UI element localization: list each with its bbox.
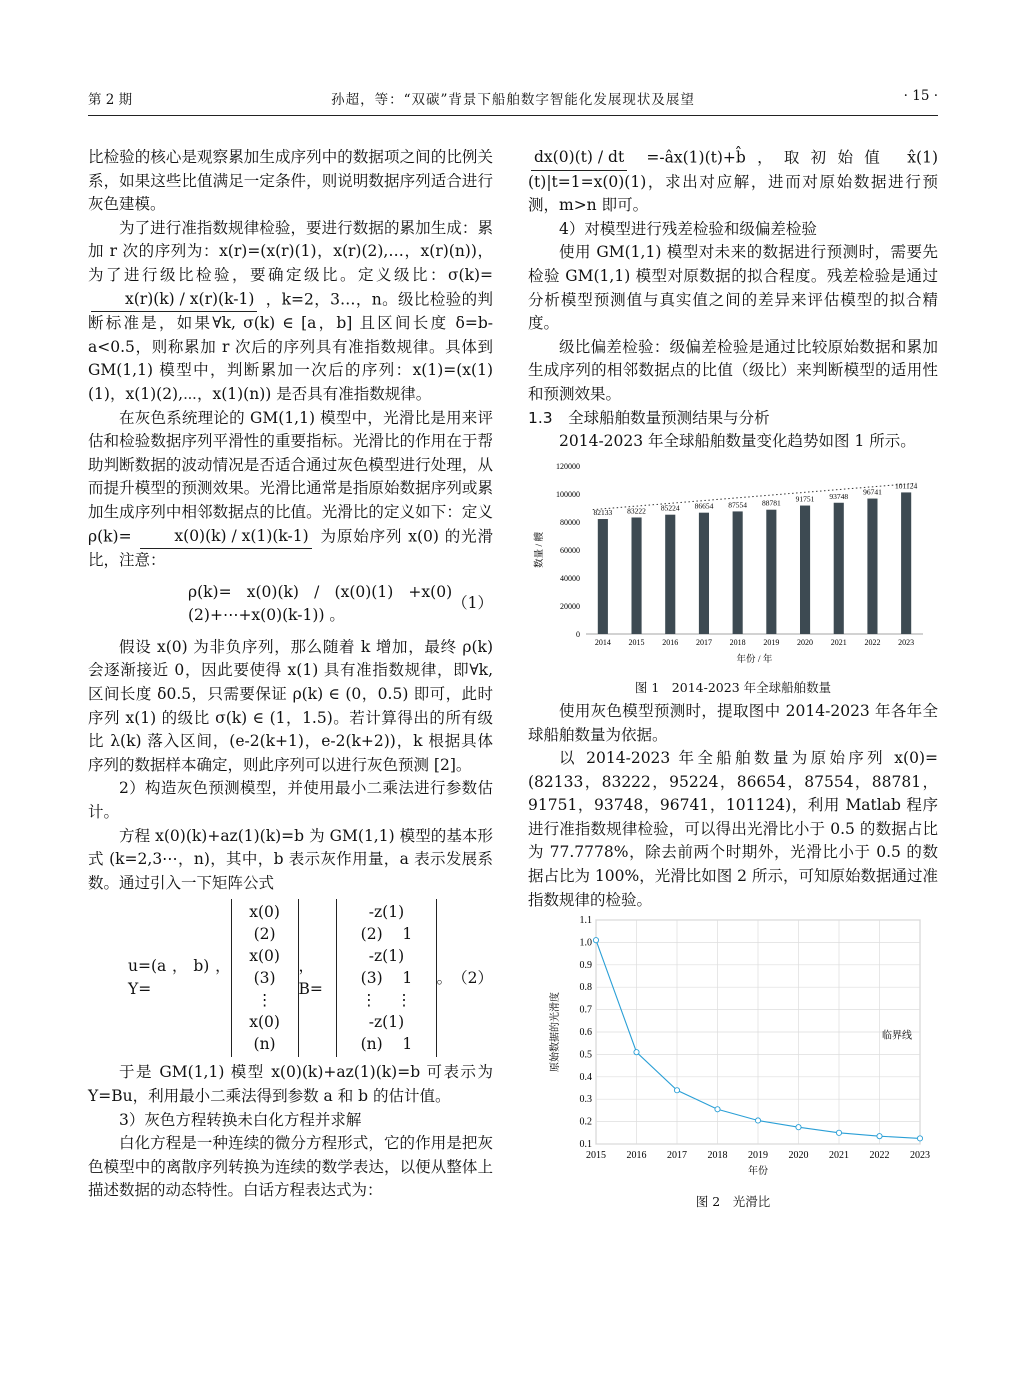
x-tick-label: 2016 <box>626 1150 647 1162</box>
y-tick-label: 0.4 <box>579 1072 592 1084</box>
x-tick-label: 2020 <box>788 1150 809 1162</box>
x-tick-label: 2021 <box>829 1150 849 1162</box>
data-point <box>917 1136 922 1141</box>
data-label: 96741 <box>863 487 882 497</box>
x-tick-label: 2019 <box>763 637 780 647</box>
x-tick-label: 2023 <box>910 1150 930 1162</box>
fraction: dx(0)(t) / dt <box>531 146 627 171</box>
issue-number: 第 2 期 <box>88 92 133 108</box>
y-tick-label: 0.5 <box>579 1049 592 1061</box>
y-tick-label: 0.1 <box>579 1139 592 1151</box>
data-point <box>755 1118 760 1123</box>
matrix-y: x(0)(2) x(0)(3) ⋮ x(0)(n) <box>231 899 299 1057</box>
line-chart <box>528 912 938 1182</box>
data-point <box>836 1130 841 1135</box>
data-label: 87554 <box>728 500 748 510</box>
bar <box>631 517 641 634</box>
x-tick-label: 2017 <box>695 637 712 647</box>
y-axis-label: 数量 / 艘 <box>535 531 545 568</box>
paragraph: 2014-2023 年全球船舶数量变化趋势如图 1 所示。 <box>559 432 916 451</box>
x-tick-label: 2022 <box>864 637 881 647</box>
paragraph: 3）灰色方程转换未白化方程并求解 <box>119 1110 362 1129</box>
matrix-b: -z(1)(2) 1 -z(1)(3) 1 ⋮ ⋮ -z(1)(n) 1 <box>336 899 436 1057</box>
x-tick-label: 2018 <box>729 637 746 647</box>
paragraph: 假设 x(0) 为非负序列，那么随着 k 增加，最终 ρ(k) 会逐渐接近 0，因此要使得 x(1) 具有准指数规律，即∀k, 区间长度 δ0.5，只需要保证 ρ(k) ∈ (0，0.5) 即可，此时序列 x(1) 的级比 σ(k) ∈ (1，1.5)。若计算得出的所有级比 λ(k) 落入区间，(e-2(k+1)，e-2(k+2))，k 根据具体序列的数据样本确定，则此序列可以进行灰色预测 [2]。 <box>88 637 493 774</box>
y-tick-label: 60000 <box>560 545 580 555</box>
figure-2-caption: 图 2 光滑比 <box>695 1193 771 1209</box>
data-label: 83222 <box>627 506 646 516</box>
header-rule <box>88 115 938 116</box>
equation-2: u=(a，b)，Y= x(0)(2) x(0)(3) ⋮ x(0)(n) ，B= -z(1)(2) 1 -z(1)(3) 1 ⋮ ⋮ -z(1)(n) 1 。 （2） <box>128 899 493 1057</box>
paragraph: 方程 x(0)(k)+az(1)(k)=b 为 GM(1,1) 模型的基本形式 (k=2,3⋯，n)，其中，b 表示灰作用量，a 表示发展系数。通过引入一下矩阵公式 <box>88 826 493 892</box>
bar <box>834 502 844 633</box>
x-tick-label: 2015 <box>628 637 645 647</box>
right-column <box>528 146 938 1213</box>
data-label: 88781 <box>761 498 781 508</box>
page-number: · 15 · <box>903 88 938 104</box>
x-axis-label: 年份 <box>748 1166 768 1178</box>
paragraph: 白化方程是一种连续的微分方程形式，它的作用是把灰色模型中的离散序列转换为连续的数学表达，以便从整体上描述数据的动态特性。白话方程表达式为： <box>88 1134 493 1200</box>
paragraph: 比检验的核心是观察累加生成序列中的数据项之间的比例关系，如果这些比值满足一定条件，则说明数据序列适合进行灰色建模。 <box>88 148 493 214</box>
bar <box>699 512 709 633</box>
y-tick-label: 0.7 <box>579 1004 592 1016</box>
fraction: x(0)(k) / x(1)(k-1) <box>140 525 311 550</box>
data-label: 85224 <box>660 503 680 513</box>
data-point <box>674 1088 679 1093</box>
x-tick-label: 2019 <box>748 1150 768 1162</box>
y-tick-label: 20000 <box>560 601 580 611</box>
left-column <box>88 146 493 1203</box>
y-tick-label: 0.8 <box>579 982 592 994</box>
data-label: 82133 <box>593 507 613 517</box>
y-tick-label: 0.3 <box>579 1094 592 1106</box>
running-header <box>88 88 938 110</box>
data-label: 86654 <box>694 501 714 511</box>
data-point <box>877 1134 882 1139</box>
paragraph: 使用灰色模型预测时，提取图中 2014-2023 年各年全球船舶数量为依据。 <box>528 701 938 744</box>
y-tick-label: 120000 <box>556 461 580 471</box>
x-tick-label: 2018 <box>707 1150 728 1162</box>
paragraph: 4）对模型进行残差检验和级偏差检验 <box>559 219 817 238</box>
x-axis-label: 年份 / 年 <box>736 654 773 665</box>
x-tick-label: 2014 <box>594 637 611 647</box>
bar-chart <box>528 454 938 669</box>
equation-1: ρ(k)= x(0)(k) / (x(0)(1) +x(0)(2)+⋯+x(0)(k-1)) 。 （1） <box>188 582 493 625</box>
bar <box>733 511 743 634</box>
bar <box>800 505 810 633</box>
bar <box>901 492 911 634</box>
paragraph: 为了进行准指数规律检验，要进行数据的累加生成：累加 r 次的序列为：x(r)=(x(r)(1)，x(r)(2),…，x(r)(n))，为了进行级比检验，要确定级比。定义级比：σ(k)= x(r)(k) / x(r)(k-1) ，k=2，3…，n。级比检验的判断标准是，如果∀k, σ(k) ∈ [a，b] 且区间长度 δ=b-a<0.5，则称累加 r 次后的序列具有准指数规律。具体到 GM(1,1) 模型中，判断累加一次后的序列：x(1)=(x(1)(1)，x(1)(2),⋯，x(1)(n)) 是否具有准指数规律。 <box>88 218 493 403</box>
y-tick-label: 40000 <box>560 573 580 583</box>
paragraph: 于是 GM(1,1) 模型 x(0)(k)+az(1)(k)=b 可表示为 Y=Bu，利用最小二乘法得到参数 a 和 b 的估计值。 <box>88 1063 493 1105</box>
x-tick-label: 2020 <box>797 637 814 647</box>
y-axis-label: 原始数据的光滑度 <box>550 992 561 1073</box>
data-label: 93748 <box>829 491 849 501</box>
fraction: x(r)(k) / x(r)(k-1) <box>91 288 257 313</box>
data-label: 101124 <box>895 481 918 491</box>
x-tick-label: 2022 <box>869 1150 890 1162</box>
y-tick-label: 0 <box>576 629 580 639</box>
x-tick-label: 2016 <box>662 637 679 647</box>
y-tick-label: 100000 <box>556 489 580 499</box>
paragraph: 2）构造灰色预测模型，并使用最小二乘法进行参数估计。 <box>88 779 493 822</box>
y-tick-label: 0.6 <box>579 1027 592 1039</box>
figure-1-caption: 图 1 2014-2023 年全球船舶数量 <box>634 680 832 696</box>
bar <box>598 519 608 634</box>
y-tick-label: 1.0 <box>579 937 592 949</box>
paragraph: 以 2014-2023 年全船舶数量为原始序列 x(0)=(82133，83222，95224，86654，87554，88781，91751，93748，96741，101124)，利用 Matlab 程序进行准指数规律检验，可以得出光滑比小于 0.5 的数据占比为 77.7778%，除去前两个时期外，光滑比小于 0.5 的数据占比为 100%，光滑比如图 2 所示，可知原始数据通过准指数规律的检验。 <box>528 749 938 909</box>
y-tick-label: 1.1 <box>579 915 592 927</box>
paragraph: dx(0)(t) / dt =-âx(1)(t)+b̂，取初始值 x̂(1)(t)|t=1=x(0)(1)，求出对应解，进而对原始数据进行预测，m>n 即可。 <box>528 148 938 215</box>
data-point <box>593 938 598 943</box>
data-point <box>796 1125 801 1130</box>
y-tick-label: 0.2 <box>579 1116 592 1128</box>
section-heading: 1.3 全球船舶数量预测结果与分析 <box>528 408 770 427</box>
y-tick-label: 0.9 <box>579 960 592 972</box>
data-point <box>634 1050 639 1055</box>
paragraph: 使用 GM(1,1) 模型对未来的数据进行预测时，需要先检验 GM(1,1) 模型对原数据的拟合程度。残差检验是通过分析模型预测值与真实值之间的差异来评估模型的拟合精度。 <box>528 243 938 333</box>
x-tick-label: 2021 <box>830 637 847 647</box>
bar <box>766 509 776 633</box>
paragraph: 在灰色系统理论的 GM(1,1) 模型中，光滑比是用来评估和检验数据序列平滑性的重要指标。光滑比的作用在于帮助判断数据的波动情况是否适合通过灰色模型进行处理，从而提升模型的预测效果。光滑比通常是指原始数据序列或累加生成序列中相邻数据点的比值。光滑比的定义如下：定义 ρ(k)= x(0)(k) / x(1)(k-1) 为原始序列 x(0) 的光滑比，注意： <box>88 408 493 570</box>
running-title: 孙超，等：“双碳”背景下船舶数字智能化发展现状及展望 <box>331 92 695 108</box>
bar <box>867 498 877 633</box>
data-label: 91751 <box>795 494 815 504</box>
x-tick-label: 2017 <box>667 1150 687 1162</box>
x-tick-label: 2023 <box>898 637 915 647</box>
x-tick-label: 2015 <box>586 1150 606 1162</box>
data-point <box>715 1107 720 1112</box>
bar <box>665 514 675 633</box>
annotation-label: 临界线 <box>882 1030 912 1042</box>
paragraph: 级比偏差检验：级偏差检验是通过比较原始数据和累加生成序列的相邻数据点的比值（级比）来判断模型的适用性和预测效果。 <box>528 337 938 403</box>
y-tick-label: 80000 <box>560 517 580 527</box>
